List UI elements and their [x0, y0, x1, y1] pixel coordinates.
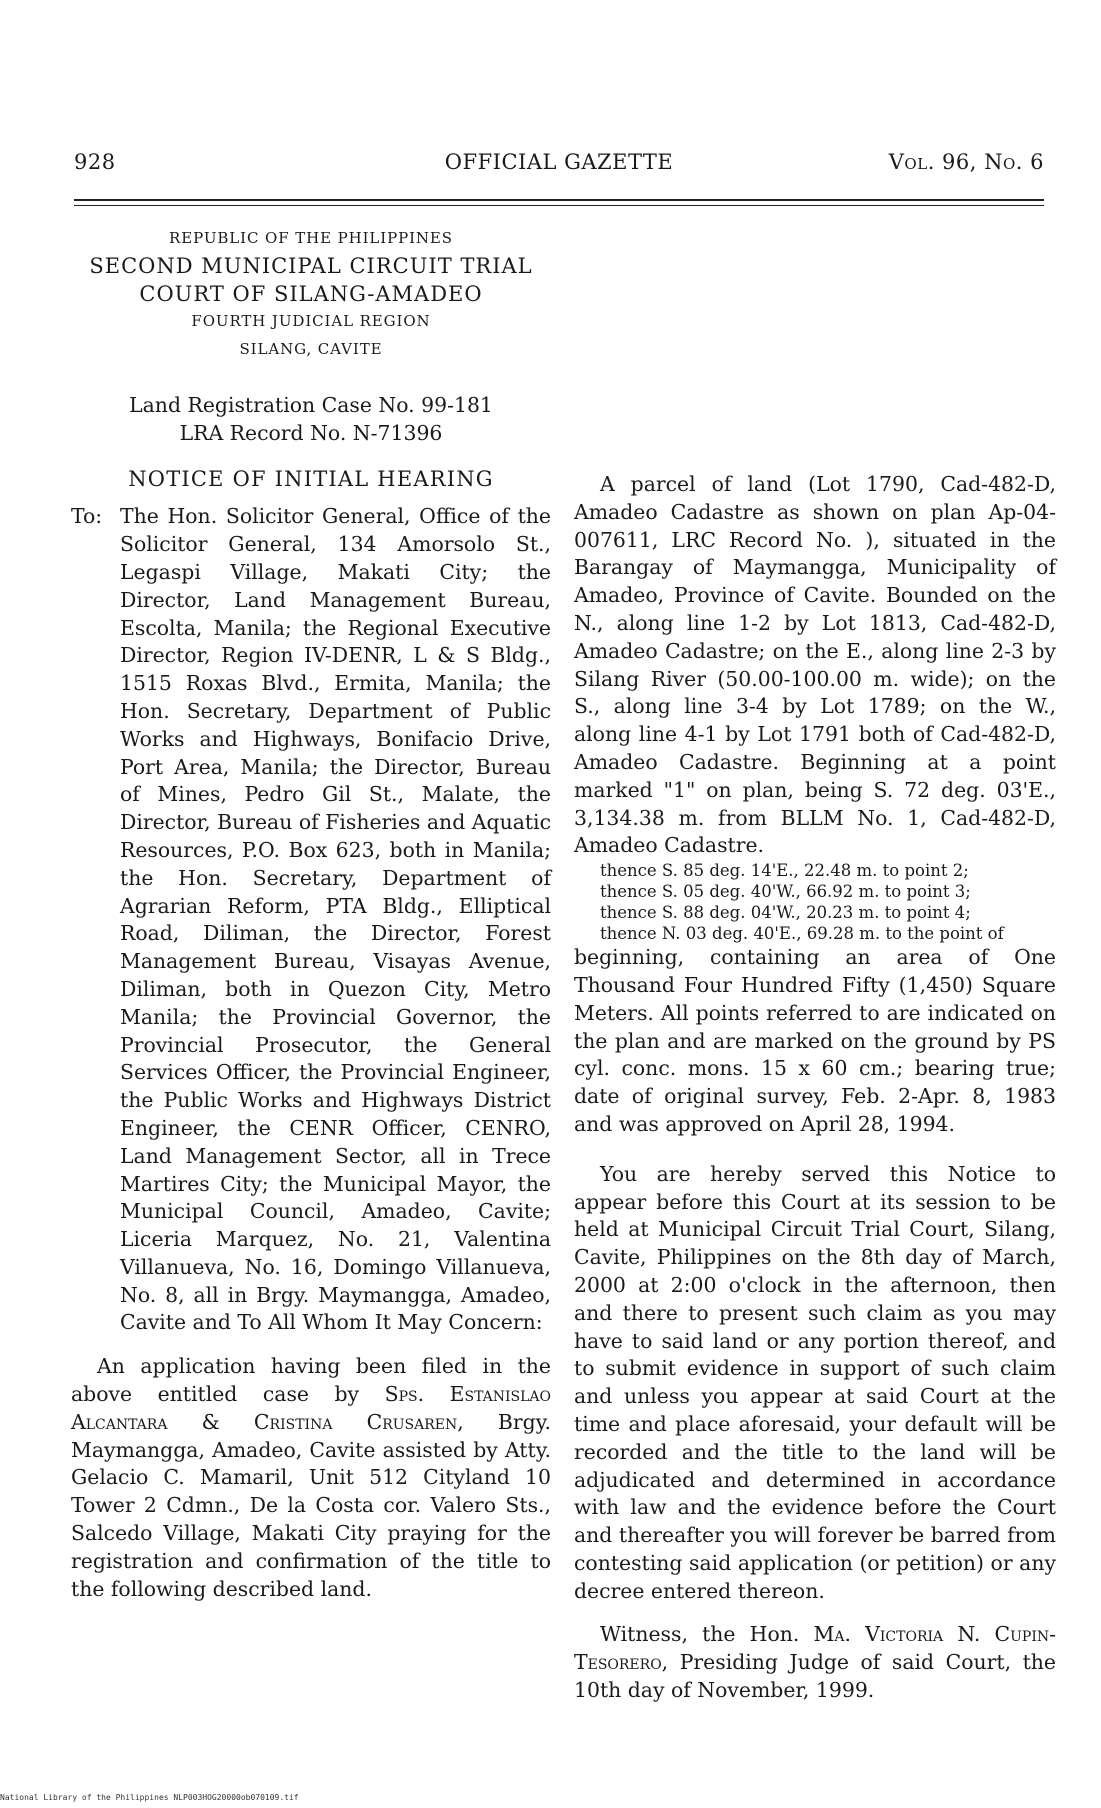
parcel-description: A parcel of land (Lot 1790, Cad-482-D, Amadeo Cadastre as shown on plan Ap-04-007611, LRC Record No. ), situated in the Barangay of Maymangga, Municipality of Amadeo, Province of Cavite. Bounded on the N., along line 1-2 by Lot 1813, Cad-482-D, Amadeo Cadastre; on the E., along line 2-3 by Silang River (50.00-100.00 m. wide); on the S., along line 3-4 by Lot 1789; on the W., along line 4-1 by Lot 1791 both of Cad-482-D, Amadeo Cadastre. Beginning at a point marked "1" on plan, being S. 72 deg. 03'E., 3,134.38 m. from BLLM No. 1, Cad-482-D, Amadeo Cadastre. [574, 472, 1056, 858]
publication-title: OFFICIAL GAZETTE [444, 150, 674, 174]
notice-to-appear: You are hereby served this Notice to appear before this Court at its session to be held at Municipal Circuit Trial Court, Silang, Cavite, Philippines on the 8th day of March, 2000 at 2:00 o'clock in the afternoon, then and there to present such claim as you may have to said land or any portion thereof, and to submit evidence in support of such claim and unless you appear at said Court at the time and place aforesaid, your default will be recorded and the title to the land will be adjudicated and determined in accordance with law and the evidence before the Court and thereafter you will forever be barred from contesting said application (or petition) or any decree entered thereon. [574, 1161, 1056, 1603]
notice-title: NOTICE OF INITIAL HEARING [128, 466, 494, 491]
witness-intro: Witness, the Hon. [600, 1622, 800, 1647]
application-paragraph [71, 1353, 551, 1603]
application-details: , Brgy. Maymangga, Amadeo, Cavite assisted by Atty. Gelacio C. Mamaril, Unit 512 Cityland 10 Tower 2 Cdmn., De la Costa cor. Valero Sts., Salcedo Village, Makati City praying for the registration and confirmation of the title to the following described land. [71, 1409, 552, 1601]
page-header [74, 150, 1044, 190]
court-name-line2: COURT OF SILANG-AMADEO [139, 281, 483, 306]
left-column [71, 225, 551, 1603]
thence-line: thence S. 88 deg. 04'W., 20.23 m. to point 4; [600, 903, 971, 923]
witness-date: , Presiding Judge of said Court, the 10th day of November, 1999. [574, 1650, 1056, 1703]
addressee-list: The Hon. Solicitor General, Office of the Solicitor General, 134 Amorsolo St., Legaspi Village, Makati City; the Director, Land Management Bureau, Escolta, Manila; the Regional Executive Director, Region IV-DENR, L & S Bldg., 1515 Roxas Blvd., Ermita, Manila; the Hon. Secretary, Department of Public Works and Highways, Bonifacio Drive, Port Area, Manila; the Director, Bureau of Mines, Pedro Gil St., Malate, the Director, Bureau of Fisheries and Aquatic Resources, P.O. Box 623, both in Manila; the Hon. Secretary, Department of Agrarian Reform, PTA Bldg., Elliptical Road, Diliman, the Director, Forest Management Bureau, Visayas Avenue, Diliman, both in Quezon City, Metro Manila; the Provincial Governor, the Provincial Prosecutor, the General Services Officer, the Provincial Engineer, the Public Works and Highways District Engineer, the CENR Officer, CENRO, Land Management Sector, all in Trece Martires City; the Municipal Mayor, the Municipal Council, Amadeo, Cavite; Liceria Marquez, No. 21, Valentina Villanueva, No. 16, Domingo Villanueva, No. 8, all in Brgy. Maymangga, Amadeo, Cavite and To All Whom It May Concern: [120, 504, 551, 1335]
page-number: 928 [74, 150, 116, 174]
court-name-line1: SECOND MUNICIPAL CIRCUIT TRIAL [89, 253, 533, 278]
registration-case-number: Land Registration Case No. 99-181 [129, 392, 493, 417]
lra-record-number: LRA Record No. N-71396 [179, 420, 443, 445]
judicial-region: FOURTH JUDICIAL REGION [191, 312, 431, 331]
republic-line: REPUBLIC OF THE PHILIPPINES [169, 229, 453, 247]
thence-line: thence S. 85 deg. 14'E., 22.48 m. to point 2; [600, 861, 969, 881]
right-column [574, 195, 1056, 1705]
addressee-block [71, 503, 551, 1337]
presiding-judge-name: Ma. Victoria N. Cupin-Tesorero [574, 1622, 1056, 1675]
court-location: SILANG, CAVITE [239, 340, 383, 359]
to-label: To: [71, 504, 103, 529]
applicant-names: Sps. Estanislao Alcantara & Cristina Crusaren [71, 1382, 552, 1434]
parcel-area-and-survey: beginning, containing an area of One Thousand Four Hundred Fifty (1,450) Square Meters. All points referred to are indicated on the plan and are marked on the ground by PS cyl. conc. mons. 15 x 60 cm.; bearing true; date of original survey, Feb. 2-Apr. 8, 1983 and was approved on April 28, 1994. [574, 945, 1056, 1136]
witness-paragraph [574, 1621, 1056, 1704]
thence-line: thence N. 03 deg. 40'E., 69.28 m. to the point of [600, 924, 1004, 944]
application-intro: An application having been filed in the above entitled case by [71, 1354, 551, 1407]
scan-footer: National Library of the Philippines NLP003HOG20000ob070109.tif [0, 1793, 299, 1802]
volume-number: Vol. 96, No. 6 [888, 150, 1044, 174]
thence-line: thence S. 05 deg. 40'W., 66.92 m. to point 3; [600, 882, 971, 902]
